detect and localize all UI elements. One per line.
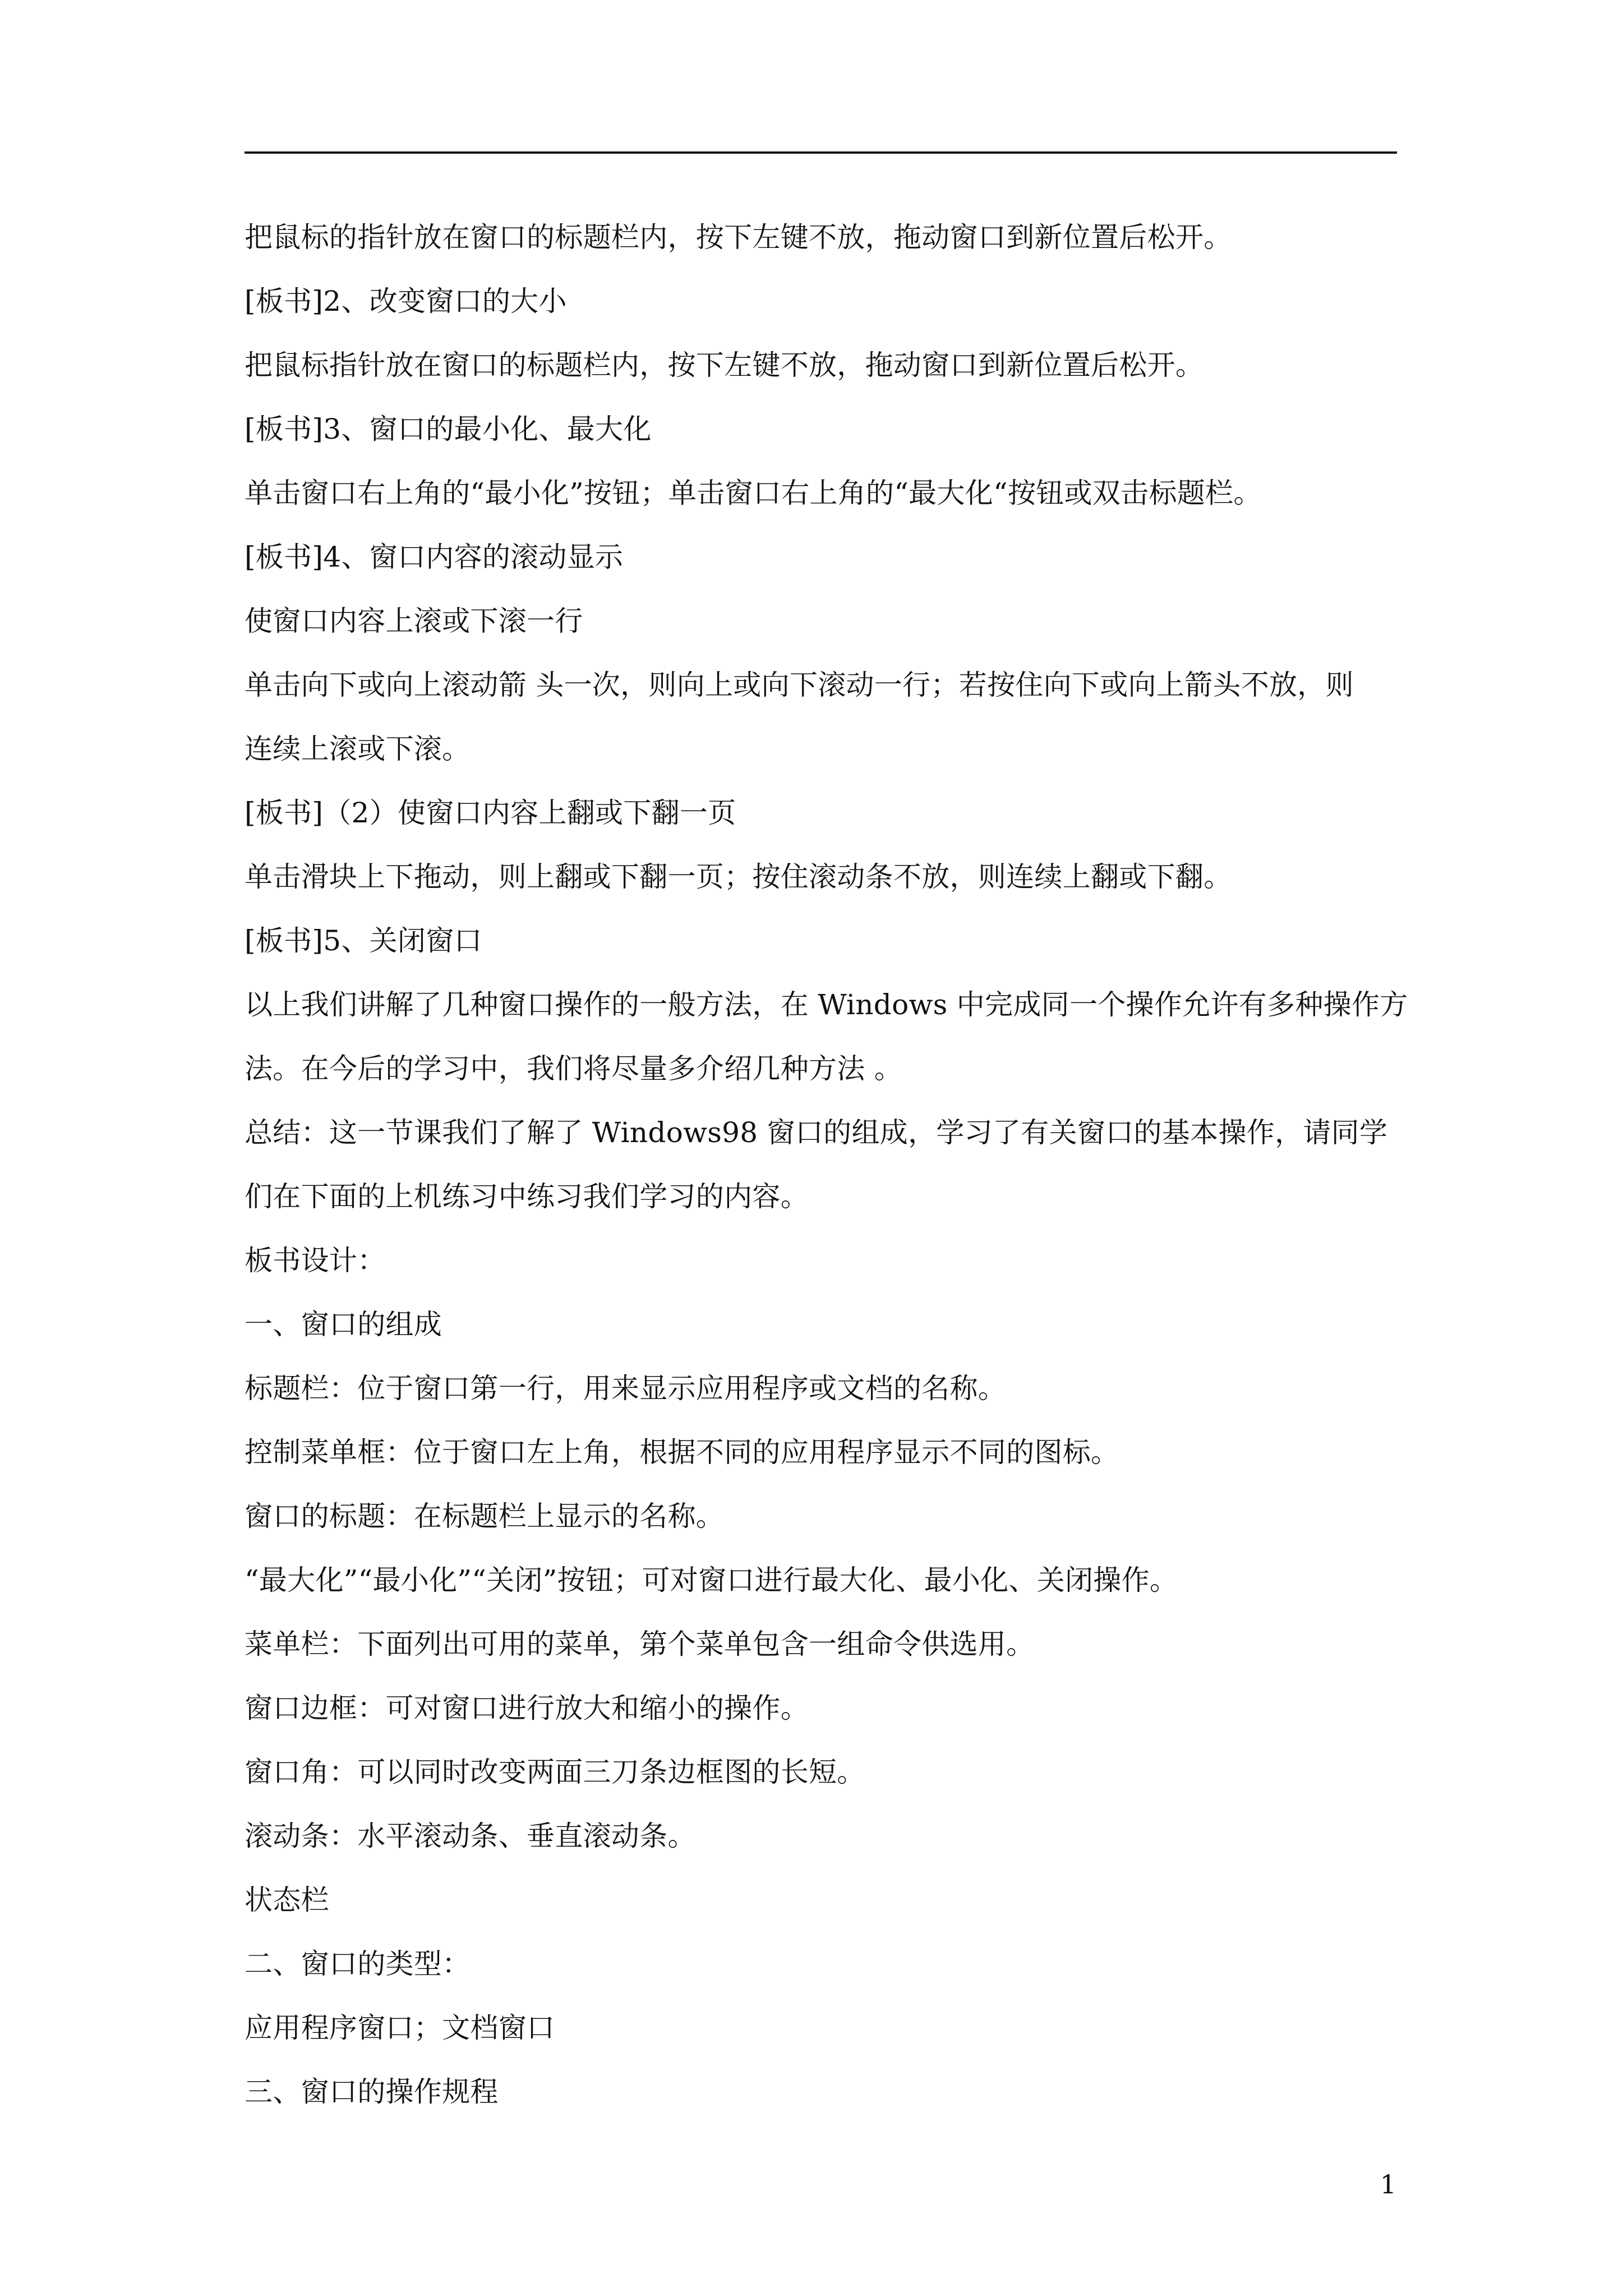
text-line: 窗口的标题：在标题栏上显示的名称。 [245, 1500, 725, 1533]
page-number: 1 [1380, 2169, 1396, 2200]
text-line: 总结：这一节课我们了解了 Windows98 窗口的组成，学习了有关窗口的基本操作，请同学 [245, 1116, 1388, 1149]
text-line: 把鼠标指针放在窗口的标题栏内，按下左键不放，拖动窗口到新位置后松开。 [245, 349, 1204, 381]
text-line: 一、窗口的组成 [245, 1308, 442, 1341]
text-line: 单击窗口右上角的“最小化”按钮；单击窗口右上角的“最大化“按钮或双击标题栏。 [245, 477, 1262, 509]
text-line: 窗口边框：可对窗口进行放大和缩小的操作。 [245, 1692, 809, 1724]
text-line: 二、窗口的类型： [245, 1948, 471, 1980]
text-line: 标题栏：位于窗口第一行，用来显示应用程序或文档的名称。 [245, 1372, 1007, 1405]
text-line: “最大化”“最小化”“关闭”按钮；可对窗口进行最大化、最小化、关闭操作。 [245, 1564, 1178, 1596]
text-line: [板书]4、窗口内容的滚动显示 [245, 541, 624, 573]
text-line: 应用程序窗口；文档窗口 [245, 2012, 555, 2044]
text-line: 窗口角：可以同时改变两面三刀条边框图的长短。 [245, 1756, 865, 1788]
text-line: [板书]5、关闭窗口 [245, 924, 482, 957]
text-line: 以上我们讲解了几种窗口操作的一般方法，在 Windows 中完成同一个操作允许有多种操作方 [245, 988, 1408, 1021]
text-line: 连续上滚或下滚。 [245, 733, 471, 765]
text-line: 三、窗口的操作规程 [245, 2076, 499, 2108]
document-body [245, 205, 1408, 2124]
text-line: 单击滑块上下拖动，则上翻或下翻一页；按住滚动条不放，则连续上翻或下翻。 [245, 861, 1232, 893]
text-line: 单击向下或向上滚动箭 头一次，则向上或向下滚动一行；若按住向下或向上箭头不放，则 [245, 669, 1354, 701]
text-line: [板书]（2）使窗口内容上翻或下翻一页 [245, 797, 736, 829]
text-line: 法。在今后的学习中，我们将尽量多介绍几种方法 。 [245, 1052, 903, 1085]
text-line: 滚动条：水平滚动条、垂直滚动条。 [245, 1820, 696, 1852]
text-line: [板书]3、窗口的最小化、最大化 [245, 413, 652, 445]
text-line: 们在下面的上机练习中练习我们学习的内容。 [245, 1180, 809, 1213]
text-line: 板书设计： [245, 1244, 386, 1277]
text-line: [板书]2、改变窗口的大小 [245, 285, 567, 318]
header-rule [245, 151, 1397, 154]
text-line: 控制菜单框：位于窗口左上角，根据不同的应用程序显示不同的图标。 [245, 1436, 1119, 1469]
text-line: 使窗口内容上滚或下滚一行 [245, 605, 583, 637]
text-line: 状态栏 [245, 1884, 329, 1916]
text-line: 把鼠标的指针放在窗口的标题栏内，按下左键不放，拖动窗口到新位置后松开。 [245, 221, 1232, 254]
text-line: 菜单栏：下面列出可用的菜单，第个菜单包含一组命令供选用。 [245, 1628, 1035, 1660]
